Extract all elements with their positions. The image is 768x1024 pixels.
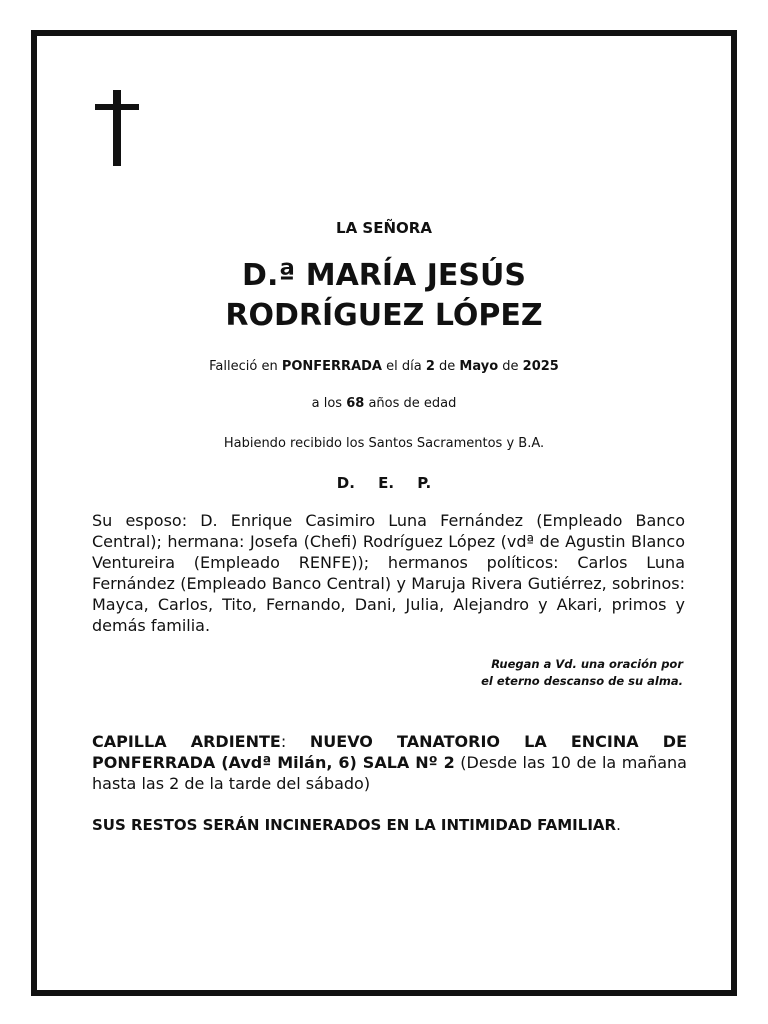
death-year: 2025 xyxy=(522,359,559,374)
prayer-request xyxy=(481,656,683,690)
cross-icon xyxy=(95,90,139,166)
death-month: Mayo xyxy=(459,359,499,374)
death-month-prefix: de xyxy=(439,359,456,374)
chapel-separator: : xyxy=(280,732,287,751)
age-suffix: años de edad xyxy=(368,396,457,411)
intro-heading: LA SEÑORA xyxy=(336,219,432,237)
name-line-2: RODRÍGUEZ LÓPEZ xyxy=(225,298,543,333)
age-value: 68 xyxy=(346,396,365,411)
death-prefix: Falleció en xyxy=(209,359,278,374)
name-line-1: D.ª MARÍA JESÚS xyxy=(242,258,526,293)
age-info xyxy=(0,396,768,411)
dep-text: D. E. P. xyxy=(336,474,432,492)
chapel-label: CAPILLA ARDIENTE xyxy=(92,732,281,751)
chapel-hours: (Desde las 10 de la mañana hasta las 2 de la tarde del sábado) xyxy=(92,753,687,793)
deceased-name xyxy=(0,256,768,336)
family-paragraph: Su esposo: D. Enrique Casimiro Luna Fernández (Empleado Banco Central); hermana: Josefa (Chefi) Rodríguez López (vdª de Agustin Blanco Ventureira (Empleado RENFE)); hermanos políticos: Carlos Luna Fernández (Empleado Banco Central) y Maruja Rivera Gutiérrez, sobrinos: Mayca, Carlos, Tito, Fernando, Dani, Julia, Alejandro y Akari, primos y demás familia. xyxy=(92,511,685,635)
remains-text: SUS RESTOS SERÁN INCINERADOS EN LA INTIMIDAD FAMILIAR xyxy=(92,816,617,834)
prayer-line-1: Ruegan a Vd. una oración por xyxy=(491,657,683,671)
age-prefix: a los xyxy=(311,396,343,411)
chapel-place: NUEVO TANATORIO LA ENCINA DE PONFERRADA (Avdª Milán, 6) SALA Nº 2 xyxy=(92,732,687,772)
death-day: 2 xyxy=(425,359,435,374)
chapel-info xyxy=(92,731,687,794)
remains-end: . xyxy=(616,816,621,834)
sacraments-text: Habiendo recibido los Santos Sacramentos y B.A. xyxy=(223,436,545,451)
death-place: PONFERRADA xyxy=(281,359,382,374)
death-day-label: el día xyxy=(386,359,422,374)
death-info xyxy=(0,359,768,374)
remains-info xyxy=(92,815,687,836)
prayer-line-2: el eterno descanso de su alma. xyxy=(481,674,683,688)
death-year-prefix: de xyxy=(502,359,519,374)
